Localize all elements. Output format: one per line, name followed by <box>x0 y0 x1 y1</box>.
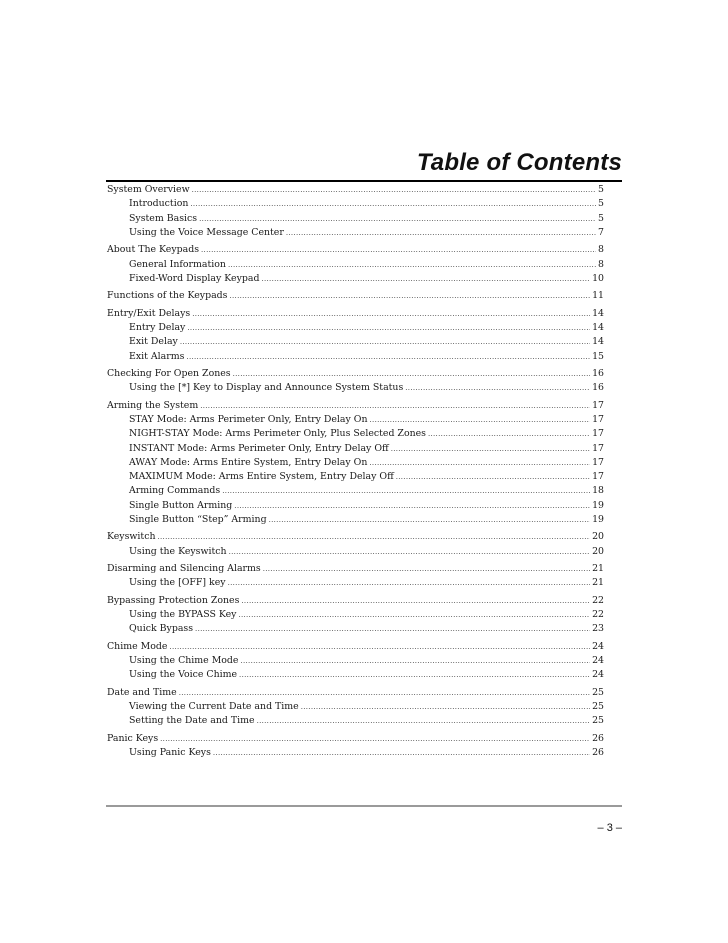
dot-leader <box>190 197 596 211</box>
toc-page-number: 19 <box>592 499 604 511</box>
dot-leader <box>228 258 596 272</box>
dot-leader <box>428 427 590 441</box>
toc-section <box>107 562 604 591</box>
toc-subentry-title: NIGHT-STAY Mode: Arms Perimeter Only, Plus Selected Zones <box>129 428 426 440</box>
toc-subentry[interactable] <box>107 513 604 527</box>
toc-page-number: 17 <box>592 456 604 468</box>
dot-leader <box>240 654 590 668</box>
toc-subentry[interactable] <box>107 321 604 335</box>
table-of-contents <box>107 183 604 763</box>
dot-leader <box>213 746 590 760</box>
toc-subentry[interactable] <box>107 456 604 470</box>
toc-page-number: 21 <box>592 577 604 589</box>
toc-page-number: 24 <box>592 655 604 667</box>
toc-page-number: 14 <box>592 321 604 333</box>
toc-page-number: 15 <box>592 350 604 362</box>
toc-entry-title: Panic Keys <box>107 732 159 744</box>
page-title: Table of Contents <box>416 149 622 176</box>
toc-subentry-title: Single Button Arming <box>129 499 233 511</box>
toc-subentry[interactable] <box>107 668 604 682</box>
toc-section <box>107 289 604 303</box>
toc-page-number: 20 <box>592 531 604 543</box>
toc-page-number: 24 <box>592 640 604 652</box>
toc-page-number: 24 <box>592 669 604 681</box>
toc-page-number: 25 <box>592 715 604 727</box>
toc-page-number: 10 <box>592 272 604 284</box>
toc-section <box>107 530 604 559</box>
toc-entry[interactable] <box>107 686 604 700</box>
toc-subentry[interactable] <box>107 700 604 714</box>
toc-page-number: 8 <box>598 258 604 270</box>
toc-section <box>107 686 604 729</box>
toc-section <box>107 243 604 286</box>
toc-subentry[interactable] <box>107 335 604 349</box>
toc-page-number: 7 <box>598 226 604 238</box>
toc-page-number: 17 <box>592 413 604 425</box>
dot-leader <box>180 335 590 349</box>
toc-page-number: 16 <box>592 367 604 379</box>
toc-entry[interactable] <box>107 399 604 413</box>
dot-leader <box>229 545 591 559</box>
toc-entry-title: Bypassing Protection Zones <box>107 594 240 606</box>
toc-subentry[interactable] <box>107 212 604 226</box>
toc-page-number: 17 <box>592 399 604 411</box>
toc-subentry-title: Arming Commands <box>129 485 221 497</box>
toc-section <box>107 732 604 761</box>
dot-leader <box>263 562 590 576</box>
dot-leader <box>160 732 590 746</box>
toc-subentry[interactable] <box>107 413 604 427</box>
toc-subentry-title: Using the BYPASS Key <box>129 609 237 621</box>
toc-subentry[interactable] <box>107 484 604 498</box>
toc-entry-title: Arming the System <box>107 399 199 411</box>
toc-page-number: 16 <box>592 382 604 394</box>
toc-subentry[interactable] <box>107 470 604 484</box>
dot-leader <box>370 413 591 427</box>
toc-page-number: 25 <box>592 701 604 713</box>
toc-entry[interactable] <box>107 243 604 257</box>
toc-subentry-title: Using the Chime Mode <box>129 655 239 667</box>
page-number: – 3 – <box>597 822 622 834</box>
dot-leader <box>200 399 590 413</box>
toc-page-number: 23 <box>592 623 604 635</box>
toc-subentry[interactable] <box>107 499 604 513</box>
dot-leader <box>228 576 590 590</box>
toc-section <box>107 183 604 240</box>
toc-subentry-title: System Basics <box>129 212 198 224</box>
toc-entry-title: Functions of the Keypads <box>107 290 228 302</box>
toc-subentry[interactable] <box>107 258 604 272</box>
toc-subentry[interactable] <box>107 654 604 668</box>
toc-subentry[interactable] <box>107 350 604 364</box>
toc-subentry-title: General Information <box>129 258 226 270</box>
dot-leader <box>369 456 590 470</box>
toc-page-number: 22 <box>592 594 604 606</box>
toc-entry-title: Disarming and Silencing Alarms <box>107 563 261 575</box>
toc-subentry[interactable] <box>107 576 604 590</box>
toc-entry[interactable] <box>107 530 604 544</box>
toc-subentry-title: Using the [OFF] key <box>129 577 226 589</box>
dot-leader <box>179 686 590 700</box>
toc-page-number: 26 <box>592 747 604 759</box>
toc-subentry[interactable] <box>107 272 604 286</box>
toc-section <box>107 594 604 637</box>
dot-leader <box>269 513 590 527</box>
toc-page-number: 14 <box>592 336 604 348</box>
toc-subentry[interactable] <box>107 622 604 636</box>
dot-leader <box>241 594 590 608</box>
toc-page-number: 21 <box>592 563 604 575</box>
dot-leader <box>192 307 590 321</box>
dot-leader <box>239 668 590 682</box>
toc-subentry[interactable] <box>107 226 604 240</box>
toc-subentry-title: Viewing the Current Date and Time <box>129 701 299 713</box>
toc-page-number: 5 <box>598 198 604 210</box>
dot-leader <box>396 470 590 484</box>
toc-page-number: 17 <box>592 442 604 454</box>
dot-leader <box>169 640 590 654</box>
toc-subentry-title: Single Button “Step” Arming <box>129 514 267 525</box>
footer-divider <box>106 805 622 807</box>
dot-leader <box>230 289 591 303</box>
toc-subentry-title: Fixed-Word Display Keypad <box>129 272 260 284</box>
toc-section <box>107 367 604 396</box>
toc-subentry-title: AWAY Mode: Arms Entire System, Entry Delay On <box>129 456 368 468</box>
toc-subentry[interactable] <box>107 545 604 559</box>
toc-subentry-title: Entry Delay <box>129 321 186 333</box>
toc-subentry-title: Exit Alarms <box>129 350 185 362</box>
dot-leader <box>186 350 590 364</box>
toc-subentry-title: MAXIMUM Mode: Arms Entire System, Entry Delay Off <box>129 471 394 483</box>
dot-leader <box>261 272 590 286</box>
dot-leader <box>199 212 596 226</box>
toc-subentry-title: Exit Delay <box>129 336 178 348</box>
toc-entry[interactable] <box>107 367 604 381</box>
dot-leader <box>234 499 590 513</box>
toc-entry[interactable] <box>107 732 604 746</box>
dot-leader <box>187 321 590 335</box>
toc-entry-title: Keyswitch <box>107 531 156 543</box>
toc-subentry[interactable] <box>107 427 604 441</box>
dot-leader <box>201 243 596 257</box>
dot-leader <box>391 442 590 456</box>
toc-page-number: 25 <box>592 686 604 698</box>
toc-page-number: 11 <box>592 290 604 302</box>
toc-entry-title: About The Keypads <box>107 244 200 256</box>
dot-leader <box>301 700 590 714</box>
toc-subentry-title: Using the Voice Message Center <box>129 226 284 238</box>
toc-page-number: 18 <box>592 485 604 497</box>
toc-page-number: 22 <box>592 609 604 621</box>
toc-entry[interactable] <box>107 640 604 654</box>
toc-subentry-title: Using the Voice Chime <box>129 669 238 681</box>
toc-subentry-title: Introduction <box>129 198 189 210</box>
toc-page-number: 8 <box>598 244 604 256</box>
dot-leader <box>158 530 591 544</box>
toc-entry[interactable] <box>107 289 604 303</box>
toc-page-number: 17 <box>592 428 604 440</box>
toc-page-number: 20 <box>592 545 604 557</box>
toc-page-number: 19 <box>592 514 604 525</box>
toc-subentry-title: Quick Bypass <box>129 623 194 635</box>
dot-leader <box>233 367 590 381</box>
toc-subentry[interactable] <box>107 197 604 211</box>
toc-section <box>107 307 604 364</box>
dot-leader <box>405 381 590 395</box>
dot-leader <box>257 714 591 728</box>
toc-subentry[interactable] <box>107 381 604 395</box>
toc-subentry[interactable] <box>107 442 604 456</box>
dot-leader <box>238 608 590 622</box>
toc-subentry[interactable] <box>107 714 604 728</box>
toc-entry-title: Checking For Open Zones <box>107 367 231 379</box>
toc-entry-title: System Overview <box>107 184 190 195</box>
toc-entry-title: Date and Time <box>107 686 177 698</box>
toc-subentry[interactable] <box>107 608 604 622</box>
toc-entry[interactable] <box>107 307 604 321</box>
dot-leader <box>286 226 596 240</box>
toc-subentry-title: Using the [*] Key to Display and Announce System Status <box>129 382 404 394</box>
toc-page-number: 17 <box>592 471 604 483</box>
toc-page-number: 5 <box>598 212 604 224</box>
dot-leader <box>192 183 596 197</box>
dot-leader <box>222 484 590 498</box>
toc-page-number: 5 <box>598 184 604 195</box>
toc-section <box>107 399 604 528</box>
toc-subentry-title: Using Panic Keys <box>129 747 211 759</box>
toc-subentry-title: INSTANT Mode: Arms Perimeter Only, Entry Delay Off <box>129 442 389 454</box>
toc-subentry-title: Setting the Date and Time <box>129 715 255 727</box>
toc-subentry[interactable] <box>107 746 604 760</box>
toc-entry-title: Chime Mode <box>107 640 168 652</box>
title-divider <box>106 180 622 182</box>
dot-leader <box>195 622 590 636</box>
toc-entry-title: Entry/Exit Delays <box>107 307 191 319</box>
toc-page-number: 14 <box>592 307 604 319</box>
toc-section <box>107 640 604 683</box>
toc-entry[interactable] <box>107 562 604 576</box>
toc-subentry-title: STAY Mode: Arms Perimeter Only, Entry Delay On <box>129 413 368 425</box>
toc-subentry-title: Using the Keyswitch <box>129 545 227 557</box>
toc-entry[interactable] <box>107 183 604 197</box>
toc-entry[interactable] <box>107 594 604 608</box>
toc-page-number: 26 <box>592 732 604 744</box>
